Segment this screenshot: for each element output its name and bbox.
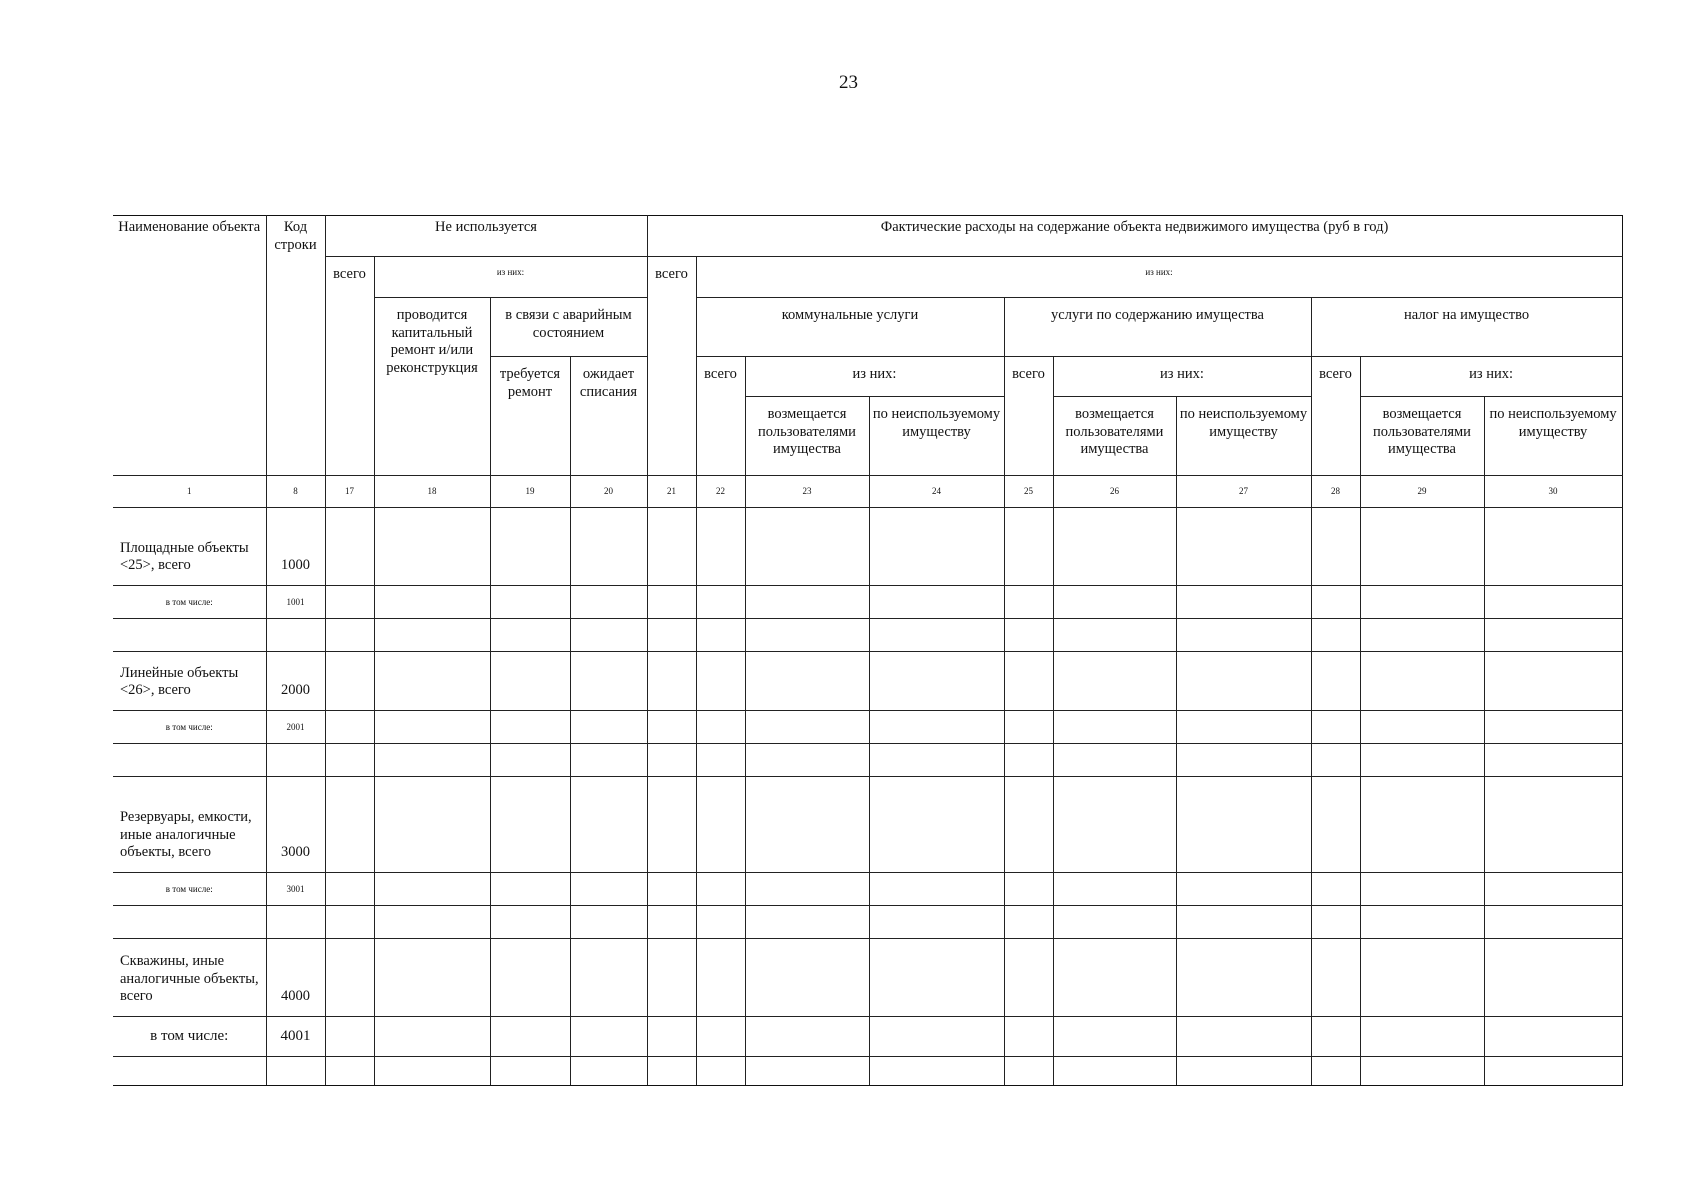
table-row xyxy=(113,586,1622,619)
row-code: 3001 xyxy=(266,873,325,906)
table-row xyxy=(113,744,1622,777)
column-number: 23 xyxy=(745,476,869,508)
column-numbers-row xyxy=(113,476,1622,508)
header-not-used: Не используется xyxy=(325,216,647,257)
column-number: 25 xyxy=(1004,476,1053,508)
header-tax-reimbursed: возмещается пользователями имущества xyxy=(1360,397,1484,476)
table-row xyxy=(113,1057,1622,1086)
header-maintenance-total: всего xyxy=(1004,357,1053,476)
column-number: 21 xyxy=(647,476,696,508)
row-name: Линейные объекты <26>, всего xyxy=(113,652,266,711)
table-row xyxy=(113,652,1622,711)
header-not-used-total: всего xyxy=(325,257,374,476)
column-number: 27 xyxy=(1176,476,1311,508)
row-name: в том числе: xyxy=(113,711,266,744)
row-code: 2001 xyxy=(266,711,325,744)
row-name: Площадные объекты <25>, всего xyxy=(113,508,266,586)
header-property-tax: налог на имущество xyxy=(1311,298,1622,357)
column-number: 1 xyxy=(113,476,266,508)
table-row xyxy=(113,619,1622,652)
row-code: 1000 xyxy=(266,508,325,586)
table-row xyxy=(113,508,1622,586)
header-utilities-reimbursed: возмещается пользователями имущества xyxy=(745,397,869,476)
header-tax-unused: по неиспользуемому имуществу xyxy=(1484,397,1622,476)
row-name: в том числе: xyxy=(113,586,266,619)
column-number: 18 xyxy=(374,476,490,508)
column-number: 17 xyxy=(325,476,374,508)
header-code: Код строки xyxy=(266,216,325,476)
row-code: 2000 xyxy=(266,652,325,711)
table-row xyxy=(113,711,1622,744)
row-name: Скважины, иные аналогичные объекты, всего xyxy=(113,939,266,1017)
table-row xyxy=(113,939,1622,1017)
column-number: 20 xyxy=(570,476,647,508)
header-awaiting-writeoff: ожидает списания xyxy=(570,357,647,476)
header-emergency: в связи с аварийным состоянием xyxy=(490,298,647,357)
header-not-used-of-which: из них: xyxy=(374,257,647,298)
page-number: 23 xyxy=(839,72,858,93)
column-number: 19 xyxy=(490,476,570,508)
header-tax-of-which: из них: xyxy=(1360,357,1622,397)
header-utilities-of-which: из них: xyxy=(745,357,1004,397)
row-code: 4000 xyxy=(266,939,325,1017)
row-name: в том числе: xyxy=(113,1017,266,1057)
header-expenses-total: всего xyxy=(647,257,696,476)
header-tax-total: всего xyxy=(1311,357,1360,476)
header-expenses-of-which: из них: xyxy=(696,257,1622,298)
header-capital-repair: проводится капитальный ремонт и/или реконструкция xyxy=(374,298,490,476)
column-number: 22 xyxy=(696,476,745,508)
header-utilities: коммунальные услуги xyxy=(696,298,1004,357)
row-name: в том числе: xyxy=(113,873,266,906)
header-maintenance-of-which: из них: xyxy=(1053,357,1311,397)
table-row xyxy=(113,777,1622,873)
header-utilities-total: всего xyxy=(696,357,745,476)
column-number: 26 xyxy=(1053,476,1176,508)
header-maintenance-reimbursed: возмещается пользователями имущества xyxy=(1053,397,1176,476)
table-row xyxy=(113,906,1622,939)
header-expenses: Фактические расходы на содержание объекта недвижимого имущества (руб в год) xyxy=(647,216,1622,257)
row-code: 3000 xyxy=(266,777,325,873)
column-number: 24 xyxy=(869,476,1004,508)
header-repair-required: требуется ремонт xyxy=(490,357,570,476)
table-row xyxy=(113,873,1622,906)
row-code: 4001 xyxy=(266,1017,325,1057)
row-name: Резервуары, емкости, иные аналогичные объекты, всего xyxy=(113,777,266,873)
property-expenses-table xyxy=(113,215,1623,1086)
column-number: 30 xyxy=(1484,476,1622,508)
header-maintenance-unused: по неиспользуемому имуществу xyxy=(1176,397,1311,476)
header-name: Наименование объекта xyxy=(113,216,266,476)
column-number: 29 xyxy=(1360,476,1484,508)
column-number: 8 xyxy=(266,476,325,508)
row-code: 1001 xyxy=(266,586,325,619)
header-maintenance: услуги по содержанию имущества xyxy=(1004,298,1311,357)
table-row xyxy=(113,1017,1622,1057)
header-utilities-unused: по неиспользуемому имуществу xyxy=(869,397,1004,476)
column-number: 28 xyxy=(1311,476,1360,508)
